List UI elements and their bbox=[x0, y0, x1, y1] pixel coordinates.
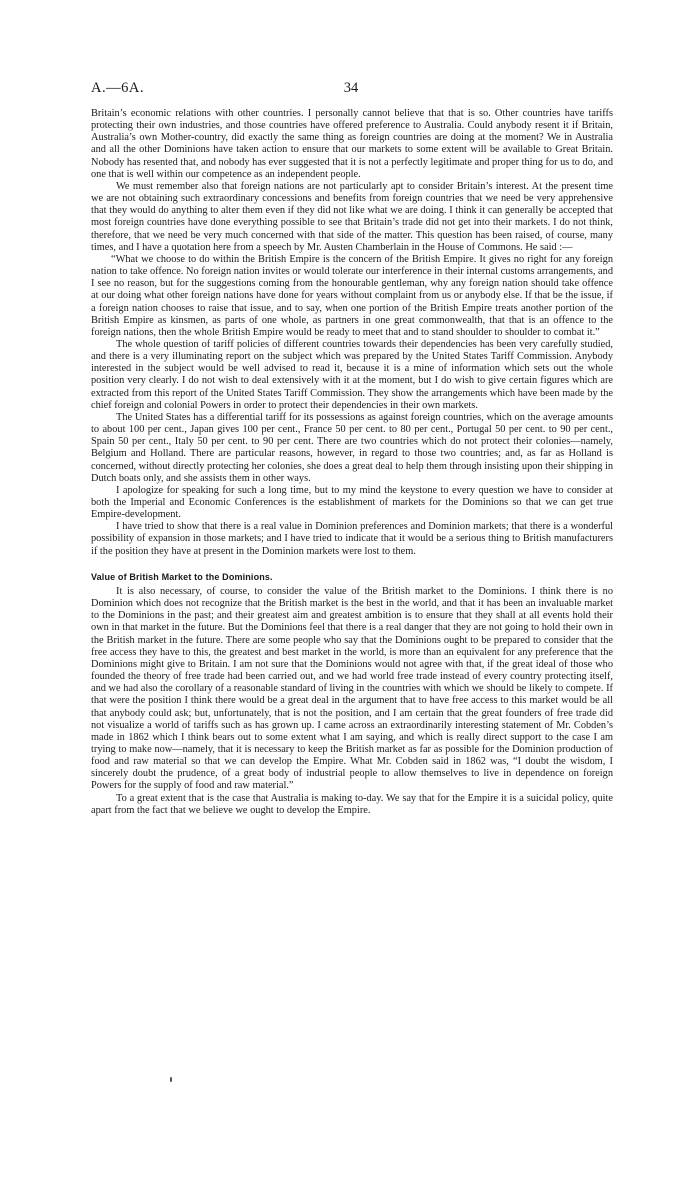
paragraph: I have tried to show that there is a real value in Dominion preferences and Dominion markets; that there is a wonderful possibility of expansion in those markets; and I have tried to indicate that it would be a serious thing to British manufacturers if the position they have at present in the Dominion markets were lost to them. bbox=[91, 521, 613, 557]
paragraph: Britain’s economic relations with other countries. I personally cannot believe that that is so. Other countries have tariffs protecting their own industries, and those countries have offered preference to Australia. Could anybody resent it if Britain, Australia’s own Mother-country, did exactly the same thing as foreign countries are doing at the moment? We in Australia and all the other Dominions have taken action to ensure that our markets to some extent will be available to Great Britain. Nobody has resented that, and nobody has ever suggested that it is not a perfectly legitimate and proper thing for us to do, and one that is well within our competence as an independent people. bbox=[91, 108, 613, 180]
paragraph: To a great extent that is the case that Australia is making to-day. We say that for the Empire it is a suicidal policy, quite apart from the fact that we believe we ought to develop the Empire. bbox=[91, 792, 613, 816]
quotation-paragraph: “What we choose to do within the British Empire is the concern of the British Empire. It gives no right for any foreign nation to take offence. No foreign nation invites or would tolerate our interference in their internal customs arrangements, and I see no reason, but for the suggestions coming from the honourable gentleman, why any foreign nation should take offence at our doing what other foreign nations have done for years without complaint from us or anybody else. If that be the issue, if a foreign nation chooses to raise that issue, and to say, when one portion of the British Empire treats another portion of the British Empire as kinsmen, as parts of one whole, as partners in one great commonwealth, that that is an offence to the foreign nations, then the whole British Empire would be ready to meet that and to stand shoulder to shoulder to combat it.” bbox=[91, 253, 613, 338]
paragraph: I apologize for speaking for such a long time, but to my mind the keystone to every question we have to consider at both the Imperial and Economic Conferences is the establishment of markets for the Dominions so that we can get true Empire-development. bbox=[91, 484, 613, 521]
page-number: 34 bbox=[343, 80, 359, 96]
section-heading: Value of British Market to the Dominions. bbox=[91, 571, 273, 582]
paragraph: It is also necessary, of course, to consider the value of the British market to the Dominions. I think there is no Dominion which does not recognize that the British market is the best in the world, and that it has been an invaluable market to the Dominions in the past; and their greatest aim and greatest ambition is to ensure that they shall at all events hold their own in that market in the future. But the Dominions feel that there is a real danger that they are not going to hold their own in the British market in the future. There are some people who say that the Dominions ought to be prepared to consider that the free access they have to this, the greatest and best market in the world, is more than an equivalent for any preference that the Dominions might give to Britain. I am not sure that the Dominions would not agree with that, if the great ideal of those who founded the theory of free trade had been carried out, and we had world free trade instead of every country protecting itself, and we had also the corollary of a reasonable standard of living in the countries with which we should be likely to compete. If that were the position I think there would be a great deal in the argument that to have free access to this market would be all that anybody could ask; but, unfortunately, that is not the position, and I am certain that the great founders of free trade did not visualize a world of tariffs such as has grown up. I came across an extraordinarily interesting statement of Mr. Cobden’s made in 1862 which I think bears out to some extent what I am saying, and which is really direct support to the case I am trying to make now—namely, that it is necessary to keep the British market as far as possible for the Dominion production of food and raw material so that we can develop the Empire. What Mr. Cobden said in 1862 was, “I doubt the wisdom, I sincerely doubt the prudence, of a great body of industrial people to allow themselves to live in dependence on foreign Powers for the supply of food and raw material.” bbox=[91, 585, 613, 792]
page-header bbox=[91, 80, 611, 100]
paragraph: The whole question of tariff policies of different countries towards their dependencies has been very carefully studied, and there is a very illuminating report on the subject which was prepared by the United States Tariff Commission. Anybody interested in the subject would be well advised to read it, because it is a mine of information which sets out the whole position very clearly. I do not wish to deal extensively with it at the moment, but I do wish to give certain figures which are extracted from this report of the United States Tariff Commission. They show the arrangements which have been made by the chief foreign and colonial Powers in order to protect their dependencies in their own markets. bbox=[91, 338, 613, 411]
ink-speck bbox=[170, 1077, 172, 1082]
paragraph: We must remember also that foreign nations are not particularly apt to consider Britain’s interest. At the present time we are not obtaining such extraordinary concessions and benefits from foreign countries that we need be very apprehensive that they would do anything to alter them even if they did not like what we are doing. I think it can generally be accepted that most foreign countries have done everything possible to see that Britain’s trade did not get into their markets. I do not think, therefore, that we need be very much concerned with that side of the matter. This question has been raised, of course, many times, and I have a quotation here from a speech by Mr. Austen Chamberlain in the House of Commons. He said :— bbox=[91, 180, 613, 253]
body-text bbox=[91, 108, 613, 817]
paragraph: The United States has a differential tariff for its possessions as against foreign countries, which on the average amounts to about 100 per cent., Japan gives 100 per cent., France 50 per cent. to 80 per cent., Portugal 50 per cent. to 90 per cent., Spain 50 per cent., Italy 50 per cent. to 90 per cent. There are two countries which do not protect their colonies—namely, Belgium and Holland. There are particular reasons, however, in regard to those two countries; and, as far as Holland is concerned, without directly protecting her colonies, she does a great deal to help them through insisting upon their shipping in Dutch boats only, and she assists them in other ways. bbox=[91, 411, 613, 484]
document-reference: A.—6A. bbox=[91, 80, 144, 96]
